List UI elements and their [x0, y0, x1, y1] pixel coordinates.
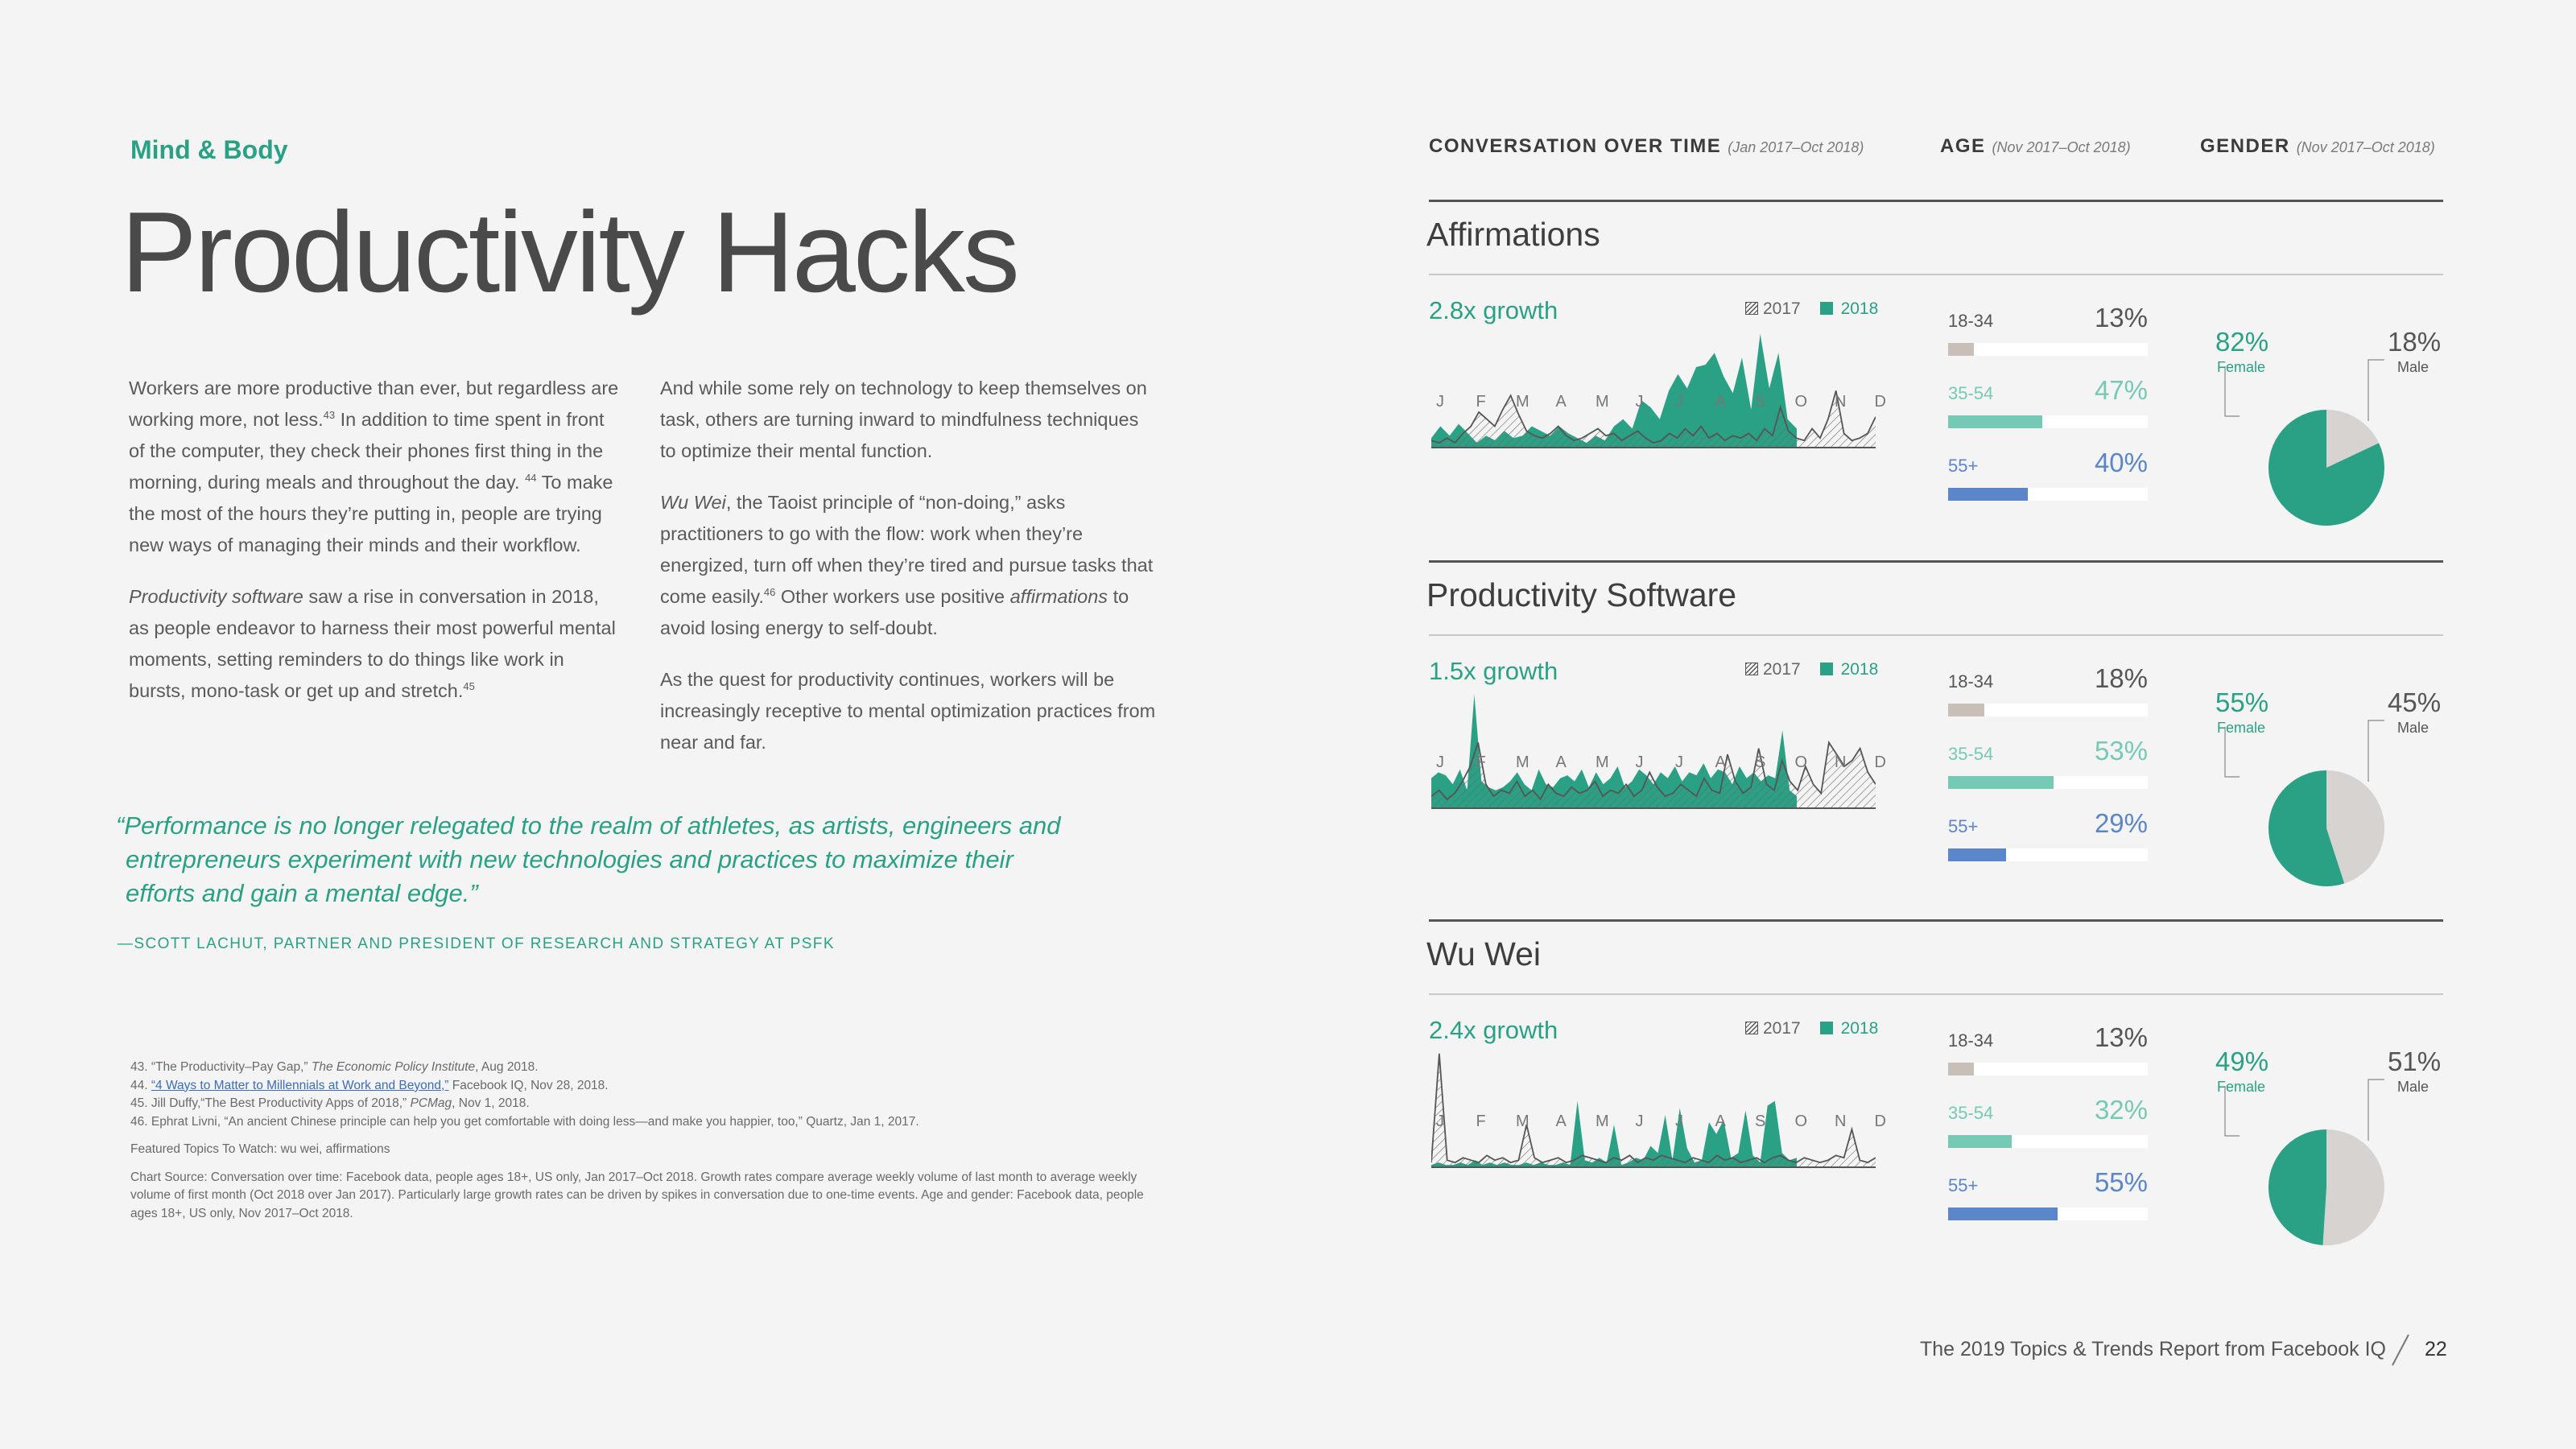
month-label: A: [1555, 1113, 1567, 1130]
age-bar-track: [1948, 704, 2148, 716]
topic-title: Affirmations: [1426, 216, 1600, 253]
report-footer: The 2019 Topics & Trends Report from Facebook IQ: [1920, 1338, 2386, 1360]
male-label: Male: [2397, 359, 2429, 375]
age-bar-fill: [1948, 704, 1984, 716]
footnote-45: 45. Jill Duffy,“The Best Productivity Apps of 2018,” PCMag, Nov 1, 2018.: [130, 1096, 530, 1110]
male-label: Male: [2397, 1079, 2429, 1095]
month-label: J: [1436, 753, 1444, 771]
female-percent: 55%: [2215, 687, 2269, 717]
age-bar-track: [1948, 776, 2148, 789]
section-label: Mind & Body: [130, 135, 288, 164]
month-label: D: [1874, 753, 1886, 771]
month-label: J: [1436, 1113, 1444, 1130]
header-conversation: CONVERSATION OVER TIME (Jan 2017–Oct 2018): [1429, 135, 1864, 157]
featured-topics: Featured Topics To Watch: wu wei, affirmations: [130, 1142, 390, 1156]
male-percent: 45%: [2388, 687, 2442, 717]
age-percent: 53%: [2094, 736, 2148, 766]
month-label: O: [1794, 393, 1808, 411]
month-label: S: [1755, 753, 1766, 771]
age-bar-track: [1948, 488, 2148, 501]
body-paragraph: As the quest for productivity continues, workers will be increasingly receptive to mental optimization practices from near and far.: [660, 669, 1156, 753]
age-bar-fill: [1948, 1208, 2058, 1220]
footnote-44: 44. “4 Ways to Matter to Millennials at Work and Beyond,” Facebook IQ, Nov 28, 2018.: [130, 1078, 609, 1092]
quote-attribution: —SCOTT LACHUT, PARTNER AND PRESIDENT OF RESEARCH AND STRATEGY AT PSFK: [118, 935, 835, 952]
header-gender: GENDER (Nov 2017–Oct 2018): [2200, 135, 2435, 157]
month-label: M: [1596, 1113, 1609, 1130]
female-leader-line: [2225, 1086, 2240, 1136]
month-label: J: [1436, 393, 1444, 411]
male-leader-line: [2368, 720, 2384, 782]
month-label: A: [1555, 393, 1567, 411]
legend-2018-swatch-icon: [1820, 1022, 1833, 1034]
month-label: D: [1874, 393, 1886, 411]
chart-legend: 2017 2018: [1745, 660, 1878, 679]
topic-rule-top: [1429, 200, 2443, 202]
growth-label: 2.4x growth: [1429, 1016, 1558, 1044]
age-bar-fill: [1948, 488, 2028, 501]
month-label: N: [1835, 753, 1847, 771]
conversation-chart: [1431, 689, 1876, 810]
month-label: M: [1516, 393, 1530, 411]
topic-title: Wu Wei: [1426, 935, 1542, 972]
female-leader-line: [2225, 366, 2240, 416]
female-label: Female: [2217, 359, 2266, 375]
chart-legend: 2017 2018: [1745, 1019, 1878, 1038]
conversation-chart: [1431, 328, 1876, 449]
legend-2017-swatch-icon: [1745, 663, 1758, 675]
age-label: 18-34: [1948, 671, 1994, 691]
footnote-43: 43. “The Productivity–Pay Gap,” The Economic Policy Institute, Aug 2018.: [130, 1060, 539, 1074]
age-percent: 55%: [2094, 1167, 2148, 1197]
body-paragraph: And while some rely on technology to keep themselves on task, others are turning inward to mindfulness techniques to optimize their mental function.: [660, 378, 1147, 461]
month-label: A: [1715, 753, 1726, 771]
age-label: 18-34: [1948, 1030, 1994, 1051]
age-label: 55+: [1948, 456, 1979, 476]
male-percent: 18%: [2388, 327, 2442, 357]
growth-label: 2.8x growth: [1429, 296, 1558, 324]
age-percent: 13%: [2094, 1022, 2148, 1052]
age-bar-fill: [1948, 415, 2042, 428]
male-label: Male: [2397, 720, 2429, 736]
footnotes: [130, 1059, 1161, 1223]
month-label: S: [1755, 393, 1766, 411]
month-label: F: [1476, 1113, 1486, 1130]
gender-pie-chart: [2222, 1092, 2431, 1253]
topic-rule-sub: [1429, 274, 2443, 275]
legend-2018-swatch-icon: [1820, 302, 1833, 315]
age-label: 35-54: [1948, 383, 1994, 403]
month-label: J: [1635, 393, 1644, 411]
month-label: J: [1635, 1113, 1644, 1130]
series-2017-line: [1431, 1054, 1876, 1162]
male-leader-line: [2368, 360, 2384, 421]
age-percent: 32%: [2094, 1095, 2148, 1125]
month-label: S: [1755, 1113, 1766, 1130]
topic-rule-top: [1429, 919, 2443, 922]
gender-pie-chart: [2222, 733, 2431, 894]
legend-2017-swatch-icon: [1745, 302, 1758, 315]
topic-title: Productivity Software: [1426, 576, 1737, 613]
age-bar-track: [1948, 848, 2148, 861]
topic-rule-top: [1429, 560, 2443, 563]
month-label: M: [1596, 753, 1609, 771]
month-label: A: [1555, 753, 1567, 771]
age-bar-track: [1948, 343, 2148, 356]
pull-quote: “Performance is no longer relegated to the realm of athletes, as artists, engineers and entrepreneurs experiment with new technologies and practices to maximize their efforts and gain a mental edge.”: [116, 811, 1061, 907]
month-label: N: [1835, 393, 1847, 411]
age-percent: 29%: [2094, 808, 2148, 838]
legend-2018-swatch-icon: [1820, 663, 1833, 675]
footnote-link[interactable]: “4 Ways to Matter to Millennials at Work and Beyond,”: [151, 1078, 449, 1092]
male-leader-line: [2368, 1080, 2384, 1141]
age-bar-fill: [1948, 1063, 1974, 1075]
male-percent: 51%: [2388, 1046, 2442, 1076]
female-percent: 49%: [2215, 1046, 2269, 1076]
chart-source: Chart Source: Conversation over time: Facebook data, people ages 18+, US only, Jan 2017–Oct 2018. Growth rates compare average weekly volume of last month to average weekly volume of first month (Oct 2018 over Jan 2017). Particularly large growth rates can be driven by spikes in conversation due to one-time events. Age and gender: Facebook data, people ages 18+, US only, Nov 2017–Oct 2018.: [130, 1170, 1144, 1220]
month-label: J: [1635, 753, 1644, 771]
male-slice: [2322, 1129, 2384, 1245]
legend-2017-swatch-icon: [1745, 1022, 1758, 1034]
month-label: O: [1794, 1113, 1808, 1130]
age-label: 35-54: [1948, 744, 1994, 764]
age-percent: 47%: [2094, 375, 2148, 405]
female-percent: 82%: [2215, 327, 2269, 357]
body-column-left: [129, 373, 620, 727]
month-label: M: [1596, 393, 1609, 411]
month-label: M: [1516, 753, 1530, 771]
age-bar-track: [1948, 1135, 2148, 1148]
growth-label: 1.5x growth: [1429, 657, 1558, 685]
topic-rule-sub: [1429, 634, 2443, 636]
age-percent: 13%: [2094, 303, 2148, 332]
female-leader-line: [2225, 727, 2240, 777]
gender-pie-chart: [2222, 373, 2431, 534]
month-label: J: [1675, 393, 1683, 411]
body-paragraph: Workers are more productive than ever, but regardless are working more, not less.$^{43}$ In addition to time spent in front of the computer, they check their phones first thing in the morning, during meals and throughout the day. $^{44}$ To make the most of the hours they’re putting in, people are trying new ways of managing their minds and their workflow.: [129, 378, 619, 555]
female-label: Female: [2217, 720, 2266, 736]
conversation-chart: [1431, 1048, 1876, 1169]
body-paragraph: Productivity software saw a rise in conversation in 2018, as people endeavor to harness their most powerful mental moments, setting reminders to do things like work in bursts, mono-task or get up and stretch.$^{45}$: [129, 586, 616, 701]
topic-rule-sub: [1429, 993, 2443, 995]
female-slice: [2268, 1129, 2326, 1245]
age-bar-fill: [1948, 343, 1974, 356]
body-paragraph: Wu Wei, the Taoist principle of “non-doing,” asks practitioners to go with the flow: work when they’re energized, turn off when they’re tired and pursue tasks that come easily.$^{46}$ Other workers use positive affirmations to avoid losing energy to self-doubt.: [660, 492, 1154, 638]
female-label: Female: [2217, 1079, 2266, 1095]
age-label: 55+: [1948, 1175, 1979, 1195]
age-label: 55+: [1948, 816, 1979, 836]
footer-slash-icon: [2389, 1330, 2413, 1370]
month-label: J: [1675, 1113, 1683, 1130]
chart-legend: 2017 2018: [1745, 299, 1878, 319]
footnote-46: 46. Ephrat Livni, “An ancient Chinese principle can help you get comfortable with doing less—and make you happier, too,” Quartz, Jan 1, 2017.: [130, 1114, 919, 1129]
age-label: 35-54: [1948, 1103, 1994, 1123]
age-percent: 18%: [2094, 663, 2148, 693]
age-bar-track: [1948, 1208, 2148, 1220]
age-bar-fill: [1948, 848, 2006, 861]
body-column-right: [660, 373, 1159, 778]
page-title: Productivity Hacks: [121, 188, 1018, 316]
age-percent: 40%: [2094, 448, 2148, 477]
month-label: O: [1794, 753, 1808, 771]
page-number: 22: [2425, 1338, 2447, 1360]
month-label: N: [1835, 1113, 1847, 1130]
age-bar-track: [1948, 415, 2148, 428]
month-label: A: [1715, 393, 1726, 411]
age-bar-fill: [1948, 776, 2054, 789]
age-label: 18-34: [1948, 311, 1994, 331]
month-label: F: [1476, 393, 1486, 411]
age-bar-fill: [1948, 1135, 2012, 1148]
month-label: M: [1516, 1113, 1530, 1130]
month-label: J: [1675, 753, 1683, 771]
age-bar-track: [1948, 1063, 2148, 1075]
header-age: AGE (Nov 2017–Oct 2018): [1940, 135, 2131, 157]
month-label: D: [1874, 1113, 1886, 1130]
month-label: F: [1476, 753, 1486, 771]
month-label: A: [1715, 1113, 1726, 1130]
